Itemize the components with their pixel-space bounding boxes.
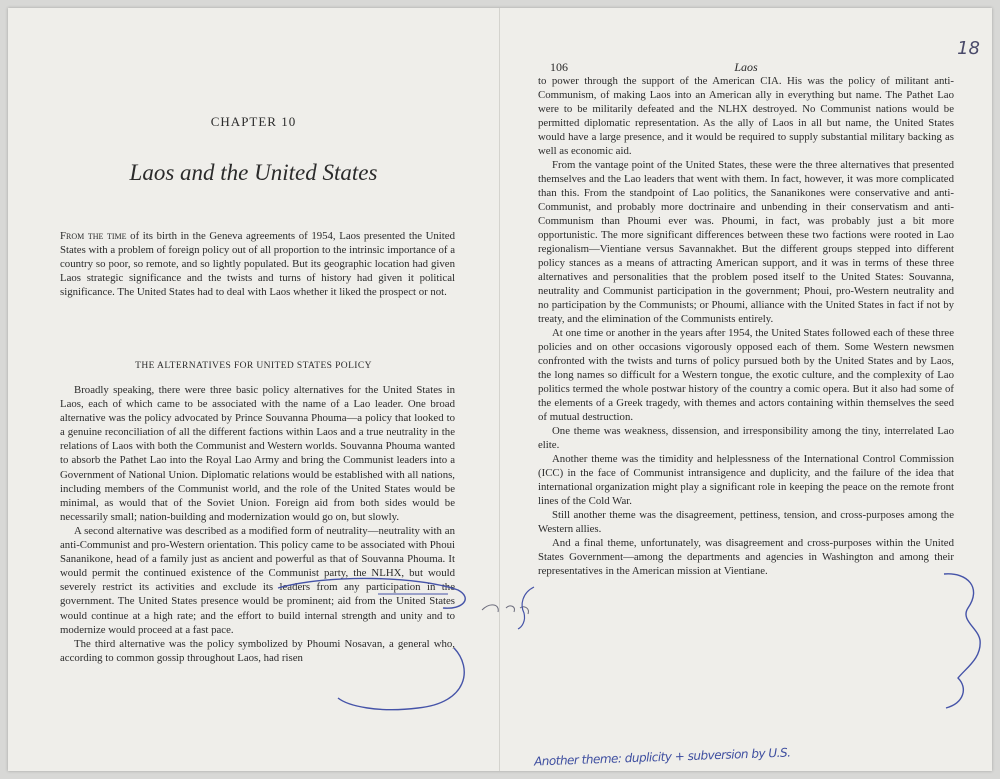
right-paragraph: And a final theme, unfortunately, was disagreement and cross-purposes within the United States Government—among the departments and agencies in Washington and among their representatives in the American mission at Vientiane. (538, 537, 954, 577)
right-paragraph: Another theme was the timidity and helplessness of the International Control Commission (ICC) in the face of Communist intransigence and duplicity, and the failure of the idea that international organization might play a significant role in keeping the peace on the remote front lines of the Cold War. (538, 453, 954, 507)
intro-lead: From the time (60, 230, 127, 242)
running-head (538, 60, 954, 74)
scanned-spread (8, 8, 992, 771)
section-heading: THE ALTERNATIVES FOR UNITED STATES POLICY (135, 361, 372, 371)
running-title: Laos (734, 60, 758, 74)
chapter-title: Laos and the United States (129, 160, 378, 185)
right-paragraph: At one time or another in the years after 1954, the United States followed each of these three policies and on other occasions vigorously opposed each of them. Some Western newsmen confronted with the twists and turns of policy pursued both by the United States and by Laos, the long names so difficult for a Western tongue, the exotic culture, and the complexity of Lao politics termed the whole postwar history of the country a comic opera. But it also had some of the elements of a Greek tragedy, with themes and actors containing within themselves the seed of mutual destruction. (538, 327, 954, 423)
right-paragraph: to power through the support of the American CIA. His was the policy of militant anti-Communism, of making Laos into an American ally in everything but name. The Pathet Lao were to be militarily defeated and the NLHX destroyed. No Communist nations would be permitted diplomatic representation. As the ally of Laos in all but name, the United States would have a large presence, and it would be required to supply substantial military backing as well as economic aid. (538, 75, 954, 157)
left-paragraph: A second alternative was described as a modified form of neutrality—neutrality with an anti-Communist and pro-Western orientation. This policy came to be associated with Phoui Sananikone, head of a family just as ancient and powerful as that of Souvanna Phouma. It would permit the continued existence of the Communist party, the NLHX, but would severely restrict its activities and exclude its leaders from any participation in the government. The United States presence would be prominent; aid from the United States would continue at a high rate; and the effort to build internal strength and unity and to modernize would proceed at a fast pace. (60, 524, 455, 636)
page-number: 106 (550, 60, 568, 74)
right-paragraph: One theme was weakness, dissension, and irresponsibility among the tiny, interrelated Lao elite. (538, 425, 954, 451)
intro-rest: of its birth in the Geneva agreements of 1954, Laos presented the United States with a problem of foreign policy out of all proportion to the intrinsic importance of a country so poor, so remote, and so lightly populated. But its geographic location had given Laos strategic significance and the twists and turns of history had given it political significance. The United States had to deal with Laos whether it liked the prospect or not. (60, 230, 455, 299)
chapter-label: CHAPTER 10 (210, 114, 297, 129)
handwritten-page-number: 18 (957, 38, 980, 59)
right-paragraph: Still another theme was the disagreement, pettiness, tension, and cross-purposes among the Western allies. (538, 509, 954, 535)
handwritten-annotation: Another theme: duplicity + subversion by U.S. (533, 745, 791, 769)
left-paragraph: Broadly speaking, there were three basic policy alternatives for the United States in Laos, each of which came to be associated with the name of a Lao leader. One broad alternative was the policy advocated by Prince Souvanna Phouma—a policy that looked to a genuine reconciliation of all the different factions within Laos and a true neutrality in the relations of Laos with both the Communist and Western worlds. Souvanna Phouma wanted to absorb the Pathet Lao into the Royal Lao Army and bring the Communist leaders into a Government of National Union. Diplomatic relations would be established with all nations, including members of the Communist world, and the role of the United States would be minimal, as would that of the Soviet Union. Foreign aid from both sides would be necessarily small; nation-building and modernization would go on, but slowly. (60, 384, 455, 523)
left-body (60, 383, 455, 665)
right-body (538, 74, 954, 578)
right-page (500, 8, 992, 771)
right-paragraph: From the vantage point of the United States, these were the three alternatives that presented themselves and the Lao leaders that went with them. In fact, however, it was more complicated than this. From the standpoint of Lao politics, the Sananikones were conservative and anti-Communist, and probably more doctrinaire and unbending in their conservatism and anti-Communism than Phoumi ever was. Phoumi, in fact, was probably just a bit more opportunistic. The more significant differences between these two factions were rooted in Lao regionalism—Vientiane versus Savannakhet. But the different groups stepped into different policy stances as a means of attracting American support, and it was in terms of these three alternatives and personalities that the problem posed itself to the United States: Souvanna, neutrality and Communist participation in the government; Phoui, pro-Western neutrality and no participation by the Communists; or Phoumi, alliance with the United States in fact if not by treaty, and the elimination of the Communists entirely. (538, 159, 954, 325)
left-paragraph: The third alternative was the policy symbolized by Phoumi Nosavan, a general who, according to common gossip throughout Laos, had risen (60, 637, 455, 664)
left-page (8, 8, 500, 771)
intro-paragraph (60, 229, 455, 299)
